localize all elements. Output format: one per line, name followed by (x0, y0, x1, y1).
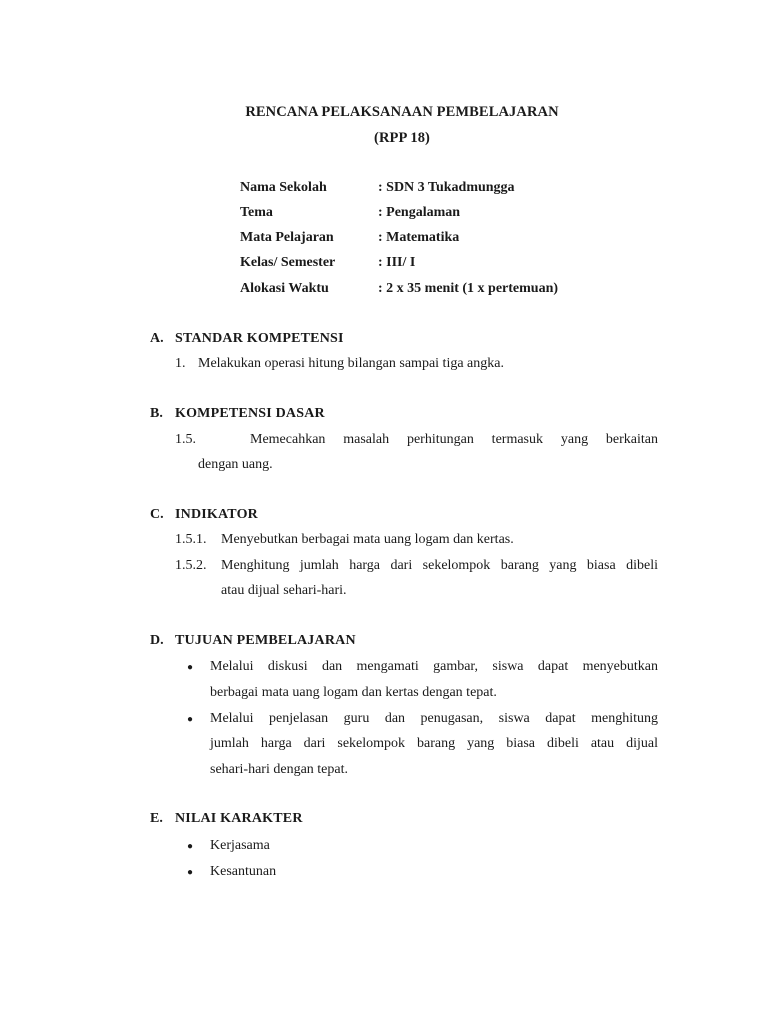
section-d-bullet2-icon: ● (187, 714, 194, 725)
section-d-title: TUJUAN PEMBELAJARAN (175, 633, 356, 648)
section-d-item1-line2: berbagai mata uang logam dan kertas dengan tepat. (210, 685, 497, 700)
identity-label-school: Nama Sekolah (240, 180, 327, 195)
section-c-item2-number: 1.5.2. (175, 558, 207, 573)
section-d-item2-line1: Melalui penjelasan guru dan penugasan, siswa dapat menghitung (210, 711, 658, 726)
section-c-letter: C. (150, 507, 164, 522)
section-a-title: STANDAR KOMPETENSI (175, 331, 344, 346)
identity-value-class: : III/ I (378, 255, 416, 270)
document-subtitle: (RPP 18) (374, 130, 430, 146)
section-c-item2-line1: Menghitung jumlah harga dari sekelompok barang yang biasa dibeli (221, 558, 658, 573)
section-b-item-line2: dengan uang. (198, 457, 273, 472)
identity-label-class: Kelas/ Semester (240, 255, 336, 270)
identity-label-time: Alokasi Waktu (240, 281, 329, 296)
section-d-item2-line3: sehari-hari dengan tepat. (210, 762, 348, 777)
section-e-bullet2-icon: ● (187, 867, 194, 878)
section-e-letter: E. (150, 811, 163, 826)
section-e-item2-text: Kesantunan (210, 864, 277, 879)
section-a-letter: A. (150, 331, 164, 346)
section-d-item2-line2: jumlah harga dari sekelompok barang yang biasa dibeli atau dijual (210, 736, 658, 751)
section-d-item1-line1: Melalui diskusi dan mengamati gambar, siswa dapat menyebutkan (210, 659, 658, 674)
section-d-bullet1-icon: ● (187, 662, 194, 673)
identity-label-subject: Mata Pelajaran (240, 230, 334, 245)
section-c-item1-number: 1.5.1. (175, 532, 207, 547)
section-a-item-text: Melakukan operasi hitung bilangan sampai tiga angka. (198, 356, 504, 371)
section-b-title: KOMPETENSI DASAR (175, 406, 325, 421)
section-a-item-number: 1. (175, 356, 186, 371)
section-c-title: INDIKATOR (175, 507, 258, 522)
section-e-bullet1-icon: ● (187, 841, 194, 852)
identity-value-subject: : Matematika (378, 230, 460, 245)
section-e-item1-text: Kerjasama (210, 838, 270, 853)
section-c-item1-text: Menyebutkan berbagai mata uang logam dan kertas. (221, 532, 514, 547)
section-b-item-line1: Memecahkan masalah perhitungan termasuk yang berkaitan (250, 432, 658, 447)
identity-value-school: : SDN 3 Tukadmungga (378, 180, 515, 195)
section-d-letter: D. (150, 633, 164, 648)
section-b-letter: B. (150, 406, 163, 421)
section-b-item-number: 1.5. (175, 432, 196, 447)
identity-value-theme: : Pengalaman (378, 205, 461, 220)
identity-label-theme: Tema (240, 205, 273, 220)
section-e-title: NILAI KARAKTER (175, 811, 303, 826)
document-title: RENCANA PELAKSANAAN PEMBELAJARAN (245, 104, 559, 120)
section-c-item2-line2: atau dijual sehari-hari. (221, 583, 347, 598)
identity-value-time: : 2 x 35 menit (1 x pertemuan) (378, 281, 559, 296)
